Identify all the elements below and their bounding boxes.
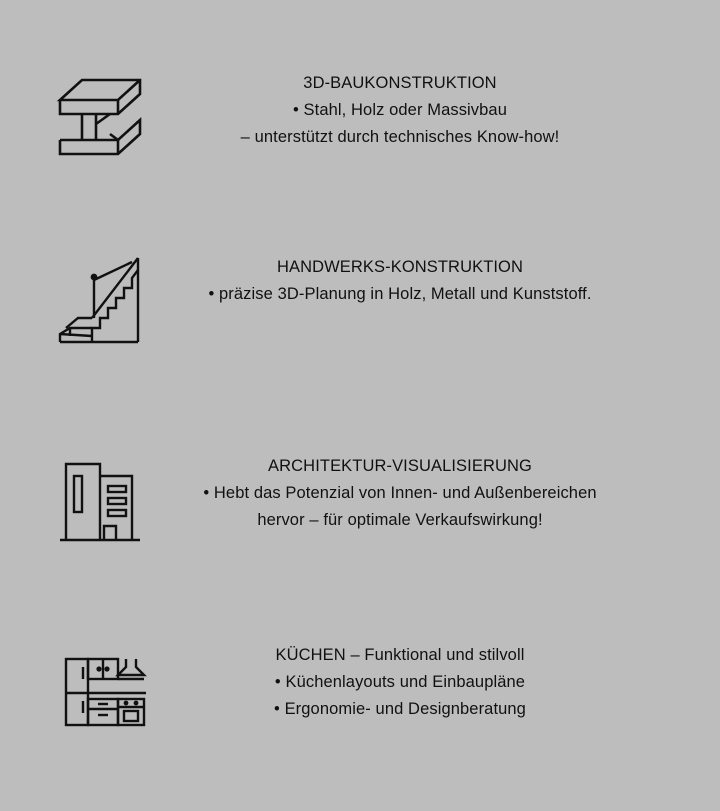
feature-text: hervor – für optimale Verkaufswirkung! bbox=[257, 511, 543, 529]
building-icon bbox=[56, 460, 146, 544]
feature-text: – unterstützt durch technisches Know-how! bbox=[240, 128, 560, 146]
kitchen-icon bbox=[56, 655, 148, 729]
feature-bullet: • präzise 3D-Planung in Holz, Metall und Kunststoff. bbox=[208, 285, 592, 303]
staircase-icon bbox=[56, 256, 146, 346]
feature-bullet: • Küchenlayouts und Einbaupläne bbox=[274, 673, 526, 691]
feature-bullet: • Stahl, Holz oder Massivbau bbox=[292, 101, 507, 119]
feature-title: KÜCHEN – Funktional und stilvoll bbox=[275, 646, 525, 664]
feature-title: 3D-BAUKONSTRUKTION bbox=[303, 74, 497, 92]
feature-bullet: • Ergonomie- und Designberatung bbox=[274, 700, 526, 718]
feature-bullet: • Hebt das Potenzial von Innen- und Außenbereichen bbox=[203, 484, 597, 502]
feature-title: HANDWERKS-KONSTRUKTION bbox=[276, 258, 524, 276]
steel-beam-icon bbox=[56, 76, 146, 158]
feature-title: ARCHITEKTUR-VISUALISIERUNG bbox=[268, 457, 532, 475]
